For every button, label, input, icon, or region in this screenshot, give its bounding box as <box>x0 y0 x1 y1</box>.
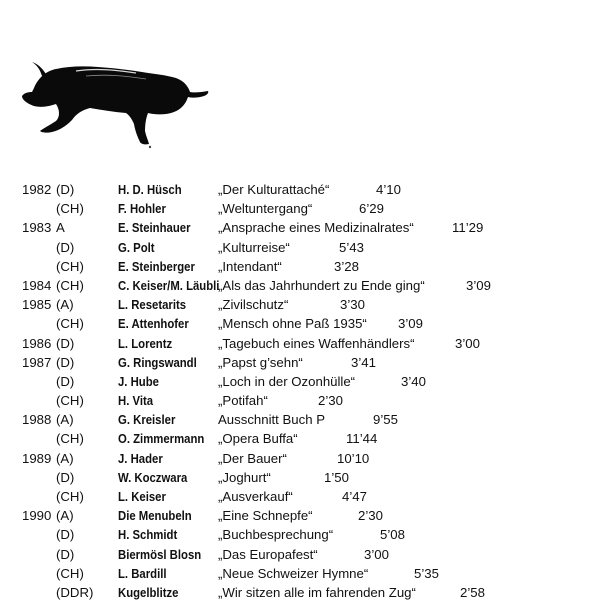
country: (CH) <box>56 277 84 293</box>
artist: L. Resetarits <box>118 297 187 313</box>
title: „Als das Jahrhundert zu Ende ging“ <box>218 277 425 293</box>
duration: 3’28 <box>334 258 359 274</box>
country: (A) <box>56 412 74 428</box>
track-row <box>0 583 600 602</box>
track-row <box>0 487 600 506</box>
track-row <box>0 564 600 583</box>
track-list <box>0 180 600 602</box>
track-row <box>0 449 600 468</box>
artist: C. Keiser/M. Läubli <box>118 277 220 293</box>
title: „Tagebuch eines Waffenhändlers“ <box>218 335 415 351</box>
title: „Potifah“ <box>218 393 268 409</box>
year: 1988 <box>22 412 52 428</box>
year: 1985 <box>22 297 52 313</box>
country: (D) <box>56 373 75 389</box>
artist: G. Polt <box>118 239 155 255</box>
artist: L. Keiser <box>118 489 166 504</box>
title: „Mensch ohne Paß 1935“ <box>218 316 367 332</box>
artist: J. Hube <box>118 373 159 389</box>
bull-silhouette-icon <box>16 54 214 150</box>
title: Ausschnitt Buch P <box>218 412 326 428</box>
year: 1989 <box>22 450 52 466</box>
bull-logo <box>16 54 214 150</box>
track-row <box>0 334 600 353</box>
country: (CH) <box>56 393 84 409</box>
track-row <box>0 391 600 410</box>
track-row <box>0 410 600 429</box>
country: (CH) <box>56 565 84 581</box>
track-row <box>0 180 600 199</box>
duration: 1’50 <box>324 469 349 485</box>
country: (CH) <box>56 258 84 274</box>
duration: 3’09 <box>398 316 423 332</box>
artist: L. Bardill <box>118 565 167 581</box>
track-row <box>0 468 600 487</box>
artist: F. Hohler <box>118 201 166 217</box>
title: „Zivilschutz“ <box>218 297 289 313</box>
country: (DDR) <box>56 584 94 600</box>
title: „Opera Buffa“ <box>218 431 298 447</box>
track-row <box>0 257 600 276</box>
track-row <box>0 218 600 237</box>
title: „Kulturreise“ <box>218 239 290 255</box>
artist: E. Steinhauer <box>118 220 191 236</box>
title: „Ausverkauf“ <box>218 489 293 504</box>
country: (CH) <box>56 201 84 217</box>
country: (CH) <box>56 489 84 504</box>
duration: 5’43 <box>339 239 364 255</box>
title: „Buchbesprechung“ <box>218 527 334 543</box>
title: „Der Bauer“ <box>218 450 287 466</box>
duration: 3’41 <box>351 354 376 370</box>
duration: 6’29 <box>359 201 384 217</box>
title: „Der Kulturattaché“ <box>218 182 330 197</box>
title: „Papst g’sehn“ <box>218 354 303 370</box>
title: „Joghurt“ <box>218 469 271 485</box>
duration: 2’30 <box>358 508 383 524</box>
duration: 3’09 <box>466 277 491 293</box>
year: 1982 <box>22 182 52 197</box>
artist: W. Koczwara <box>118 469 188 485</box>
artist: H. Vita <box>118 393 154 409</box>
duration: 3’00 <box>455 335 480 351</box>
country: (D) <box>56 354 75 370</box>
year: 1986 <box>22 335 52 351</box>
artist: G. Kreisler <box>118 412 176 428</box>
country: (CH) <box>56 431 84 447</box>
track-row <box>0 525 600 544</box>
duration: 11’29 <box>452 220 484 236</box>
country: (D) <box>56 239 75 255</box>
year: 1987 <box>22 354 52 370</box>
track-row <box>0 372 600 391</box>
track-row <box>0 429 600 448</box>
artist: L. Lorentz <box>118 335 173 351</box>
country: (A) <box>56 508 74 524</box>
country: (D) <box>56 335 75 351</box>
track-row <box>0 238 600 257</box>
track-row <box>0 353 600 372</box>
year: 1990 <box>22 508 52 524</box>
country: (CH) <box>56 316 84 332</box>
artist: Kugelblitze <box>118 584 179 600</box>
duration: 2’58 <box>460 584 485 600</box>
duration: 3’40 <box>401 373 426 389</box>
duration: 11’44 <box>346 431 378 447</box>
artist: J. Hader <box>118 450 163 466</box>
track-row <box>0 314 600 333</box>
duration: 3’30 <box>340 297 365 313</box>
duration: 10’10 <box>337 450 370 466</box>
title: „Ansprache eines Medizinalrates“ <box>218 220 414 236</box>
duration: 2’30 <box>318 393 343 409</box>
duration: 4’47 <box>342 489 367 504</box>
country: (A) <box>56 297 74 313</box>
title: „Wir sitzen alle im fahrenden Zug“ <box>218 584 416 600</box>
country: (D) <box>56 527 75 543</box>
country: A <box>56 220 65 236</box>
duration: 3’00 <box>364 546 389 562</box>
country: (D) <box>56 546 75 562</box>
duration: 5’08 <box>380 527 405 543</box>
artist: E. Steinberger <box>118 258 195 274</box>
title: „Das Europafest“ <box>218 546 318 562</box>
country: (D) <box>56 182 75 197</box>
track-row <box>0 295 600 314</box>
artist: E. Attenhofer <box>118 316 189 332</box>
title: „Eine Schnepfe“ <box>218 508 313 524</box>
artist: Biermösl Blosn <box>118 546 202 562</box>
track-row <box>0 276 600 295</box>
title: „Weltuntergang“ <box>218 201 313 217</box>
artist: H. D. Hüsch <box>118 182 182 197</box>
track-row <box>0 199 600 218</box>
title: „Intendant“ <box>218 258 282 274</box>
track-row <box>0 506 600 525</box>
artist: O. Zimmermann <box>118 431 205 447</box>
duration: 5’35 <box>414 565 439 581</box>
artist: Die Menubeln <box>118 508 192 524</box>
track-row <box>0 545 600 564</box>
year: 1984 <box>22 277 52 293</box>
duration: 4’10 <box>376 182 401 197</box>
duration: 9’55 <box>373 412 398 428</box>
title: „Neue Schweizer Hymne“ <box>218 565 369 581</box>
artist: H. Schmidt <box>118 527 178 543</box>
year: 1983 <box>22 220 52 236</box>
country: (D) <box>56 469 75 485</box>
artist: G. Ringswandl <box>118 354 197 370</box>
title: „Loch in der Ozonhülle“ <box>218 373 356 389</box>
country: (A) <box>56 450 74 466</box>
